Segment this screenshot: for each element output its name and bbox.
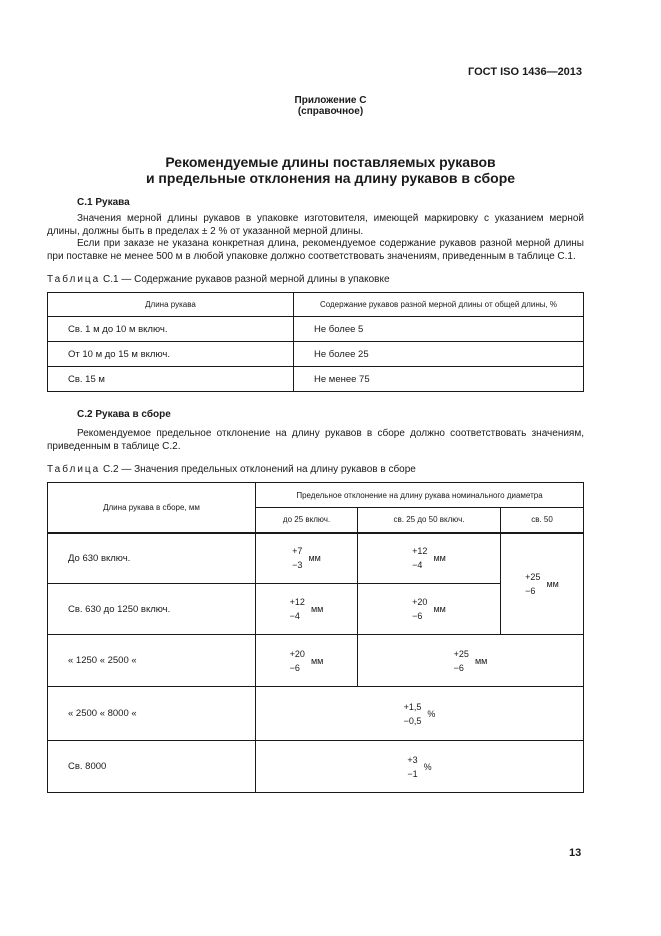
table-cell: « 1250 « 2500 « xyxy=(48,635,256,687)
page-title-line-1: Рекомендуемые длины поставляемых рукавов xyxy=(165,154,496,170)
table-cell: Св. 8000 xyxy=(48,741,256,793)
unit-label: мм xyxy=(433,553,446,564)
tolerance-cell xyxy=(256,741,584,793)
unit-label: мм xyxy=(308,553,321,564)
unit-label: % xyxy=(427,708,436,719)
table-cell: Св. 15 м xyxy=(48,367,294,392)
column-header: Длина рукава в сборе, мм xyxy=(48,483,256,533)
table-cell: « 2500 « 8000 « xyxy=(48,687,256,741)
tolerance-cell xyxy=(256,533,358,584)
tolerance-cell xyxy=(256,635,358,687)
paragraph: Значения мерной длины рукавов в упаковке изготовителя, имеющей маркировку с указанием мерной длины, должны быть в пределах ± 2 % от указанной мерной длины. xyxy=(47,213,584,237)
column-group-header: Предельное отклонение на длину рукава номинального диаметра xyxy=(256,483,584,508)
caption-text: С.1 — Содержание рукавов разной мерной длины в упаковке xyxy=(103,274,390,285)
section-2-text xyxy=(47,428,584,453)
table-cell: Св. 630 до 1250 включ. xyxy=(48,584,256,635)
caption-prefix: Таблица xyxy=(47,274,101,285)
tolerance-value: +3 −1 xyxy=(407,754,418,779)
tolerance-cell xyxy=(358,533,501,584)
unit-label: мм xyxy=(433,604,446,614)
table-1 xyxy=(47,292,584,392)
column-header: до 25 включ. xyxy=(256,508,358,533)
table-2 xyxy=(47,482,584,793)
annex-subtitle: (справочное) xyxy=(297,106,364,117)
page-title xyxy=(0,154,661,186)
section-1-text xyxy=(47,213,584,263)
table-cell: До 630 включ. xyxy=(48,533,256,584)
column-header: св. 25 до 50 включ. xyxy=(358,508,501,533)
unit-label: мм xyxy=(474,655,488,666)
unit-label: мм xyxy=(310,655,324,666)
section-2-heading: С.2 Рукава в сборе xyxy=(77,409,171,420)
column-header: Содержание рукавов разной мерной длины от общей длины, % xyxy=(294,293,584,317)
caption-prefix: Таблица xyxy=(47,464,101,475)
column-header: св. 50 xyxy=(501,508,584,533)
column-header: Длина рукава xyxy=(48,293,294,317)
table-cell: Не более 25 xyxy=(294,342,584,367)
tolerance-value: +1,5 −0,5 xyxy=(403,701,422,726)
section-1-heading: С.1 Рукава xyxy=(77,197,130,208)
tolerance-value: +20 −6 xyxy=(412,597,428,621)
caption-text: С.2 — Значения предельных отклонений на длину рукавов в сборе xyxy=(103,464,416,475)
unit-label: мм xyxy=(310,604,324,614)
annex-title: Приложение С xyxy=(294,95,367,106)
tolerance-cell xyxy=(358,635,584,687)
tolerance-value: +12 −4 xyxy=(412,546,428,571)
unit-label: % xyxy=(423,761,432,772)
table-cell: От 10 м до 15 м включ. xyxy=(48,342,294,367)
unit-label: мм xyxy=(546,578,559,589)
table-cell: Не менее 75 xyxy=(294,367,584,392)
tolerance-cell xyxy=(358,584,501,635)
standard-code: ГОСТ ISO 1436—2013 xyxy=(468,66,583,78)
tolerance-value: +25 −6 xyxy=(453,648,469,673)
page-number: 13 xyxy=(569,847,582,859)
tolerance-value: +20 −6 xyxy=(289,648,305,673)
paragraph: Если при заказе не указана конкретная длина, рекомендуемое содержание рукавов разной мерной длины при поставке не менее 500 м в любой упаковке должно соответствовать значениям, приведенным в таблице С.1. xyxy=(47,238,584,262)
tolerance-cell xyxy=(256,687,584,741)
tolerance-value: +7 −3 xyxy=(292,546,303,571)
annex-heading xyxy=(0,95,661,117)
tolerance-cell xyxy=(501,533,584,635)
tolerance-cell xyxy=(256,584,358,635)
table-cell: Св. 1 м до 10 м включ. xyxy=(48,317,294,342)
table-1-caption xyxy=(47,274,390,285)
tolerance-value: +12 −4 xyxy=(289,597,305,621)
table-cell: Не более 5 xyxy=(294,317,584,342)
tolerance-value: +25 −6 xyxy=(525,571,541,596)
page-title-line-2: и предельные отклонения на длину рукавов в сборе xyxy=(145,170,516,186)
table-2-caption xyxy=(47,464,416,475)
paragraph: Рекомендуемое предельное отклонение на длину рукавов в сборе должно соответствовать значениям, приведенным в таблице С.2. xyxy=(47,428,584,452)
